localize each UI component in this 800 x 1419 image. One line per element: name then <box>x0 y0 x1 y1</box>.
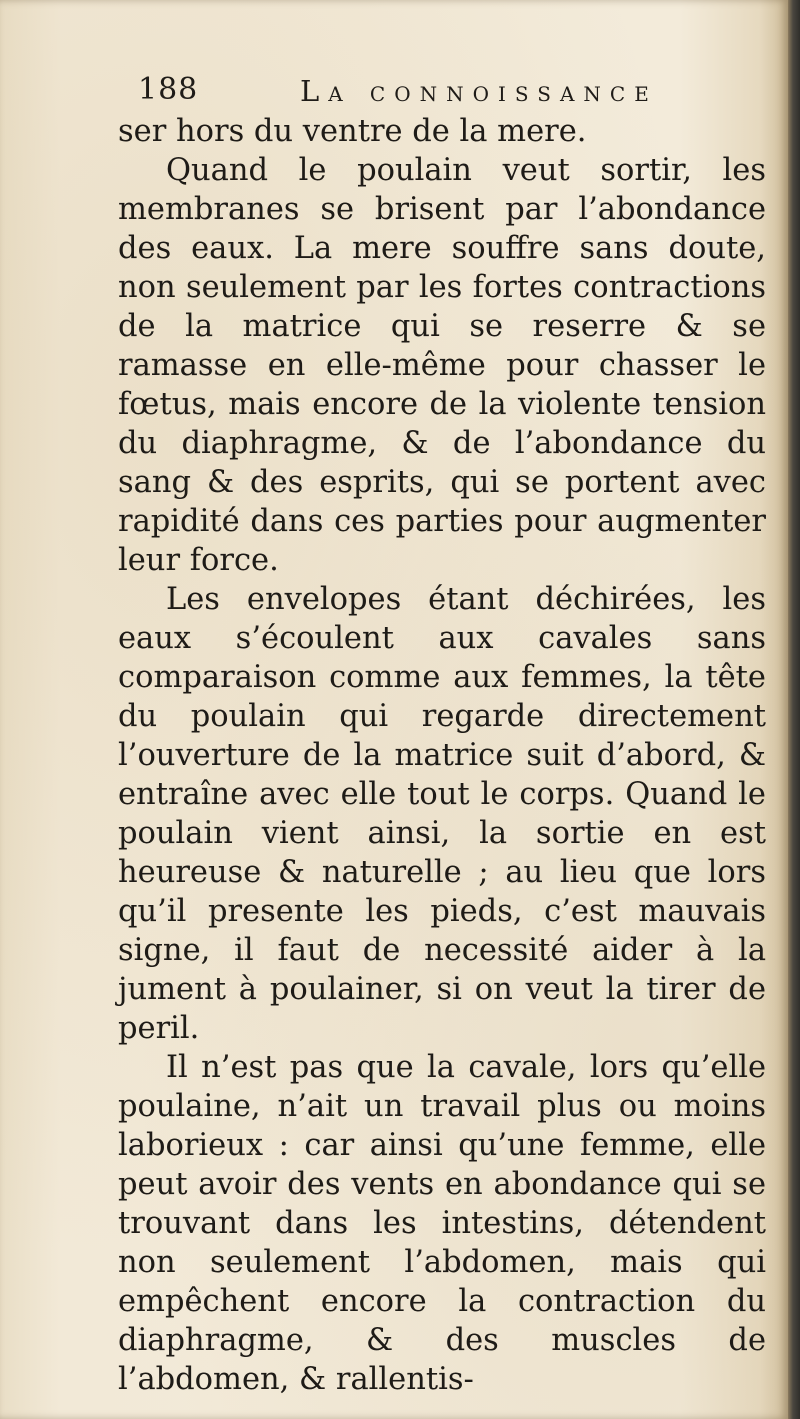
paragraph: Il n’est pas que la cavale, lors qu’elle poulaine, n’ait un travail plus ou moins laborieux : car ainsi qu’une femme, elle peut avoir des vents en abondance qui se trouvant dans les intestins, détendent non seulement l’abdomen, mais qui empêchent encore la contraction du diaphragme, & des muscles de l’abdomen, & rallentis- <box>118 1050 766 1397</box>
page-number: 188 <box>138 72 199 107</box>
book-spine-edge <box>788 0 800 1419</box>
paragraph: Les envelopes étant déchirées, les eaux s’écoulent aux cavales sans comparaison comme aux femmes, la tête du poulain qui regarde directement l’ouverture de la matrice suit d’abord, & entraîne avec elle tout le corps. Quand le poulain vient ainsi, la sortie en est heureuse & naturelle ; au lieu que lors qu’il presente les pieds, c’est mauvais signe, il faut de necessité aider à la jument à poulainer, si on veut la tirer de peril. <box>118 582 766 1046</box>
body-text <box>118 112 766 1399</box>
paragraph-continued: ser hors du ventre de la mere. <box>118 114 587 149</box>
paragraph: Quand le poulain veut sortir, les membranes se brisent par l’abondance des eaux. La mere souffre sans doute, non seulement par les fortes contractions de la matrice qui se reserre & se ramasse en elle-même pour chasser le fœtus, mais encore de la violente tension du diaphragme, & de l’abondance du sang & des esprits, qui se portent avec rapidité dans ces parties pour augmenter leur force. <box>118 153 766 578</box>
running-head: La connoissance <box>300 74 658 108</box>
